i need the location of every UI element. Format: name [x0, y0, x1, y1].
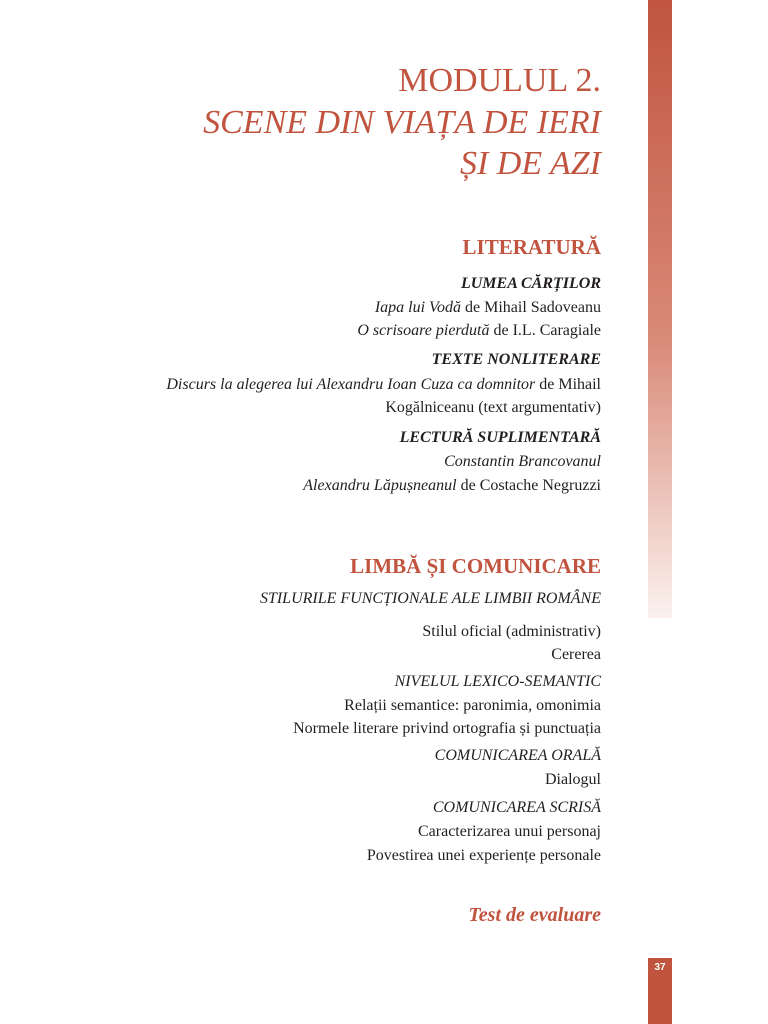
subheading-comunicarea-orala: COMUNICAREA ORALĂ [434, 747, 601, 764]
list-item: Caracterizarea unui personaj [417, 823, 601, 840]
list-item: Relații semantice: paronimia, omonimia [344, 697, 601, 714]
subheading-lexico-semantic: NIVELUL LEXICO-SEMANTIC [394, 673, 601, 690]
list-item: Constantin Brancovanul [444, 453, 601, 470]
page-number: 37 [654, 962, 666, 973]
subheading-texte-nonliterare: TEXTE NONLITERARE [431, 351, 601, 368]
module-number: MODULUL 2. [398, 62, 601, 99]
list-item: Alexandru Lăpușneanul de Costache Negruzzi [303, 477, 601, 494]
list-item: Povestirea unei experiențe personale [366, 847, 601, 864]
list-item-continued: Kogălniceanu (text argumentativ) [385, 399, 601, 416]
side-gradient-bar [648, 0, 672, 618]
module-title-line1: SCENE DIN VIAȚA DE IERI [203, 104, 601, 141]
list-item: Stilul oficial (administrativ) [422, 623, 601, 640]
section-heading-limba: LIMBĂ ȘI COMUNICARE [350, 554, 601, 578]
subheading-lectura-suplimentara: LECTURĂ SUPLIMENTARĂ [399, 429, 601, 446]
list-item: O scrisoare pierdută de I.L. Caragiale [357, 322, 601, 339]
subheading-stiluri: STILURILE FUNCȚIONALE ALE LIMBII ROMÂNE [259, 590, 601, 607]
list-item: Iapa lui Vodă de Mihail Sadoveanu [374, 299, 601, 316]
module-title-line2: ȘI DE AZI [459, 145, 601, 182]
list-item: Cererea [551, 646, 601, 663]
section-heading-literatura: LITERATURĂ [462, 235, 601, 259]
page-number-tab [648, 958, 672, 1024]
list-item: Normele literare privind ortografia și punctuația [293, 720, 601, 737]
list-item: Discurs la alegerea lui Alexandru Ioan Cuza ca domnitor de Mihail [166, 376, 601, 393]
subheading-comunicarea-scrisa: COMUNICAREA SCRISĂ [432, 799, 601, 816]
subheading-lumea-cartilor: LUMEA CĂRȚILOR [460, 275, 601, 292]
test-de-evaluare: Test de evaluare [468, 904, 601, 926]
list-item: Dialogul [545, 771, 601, 788]
